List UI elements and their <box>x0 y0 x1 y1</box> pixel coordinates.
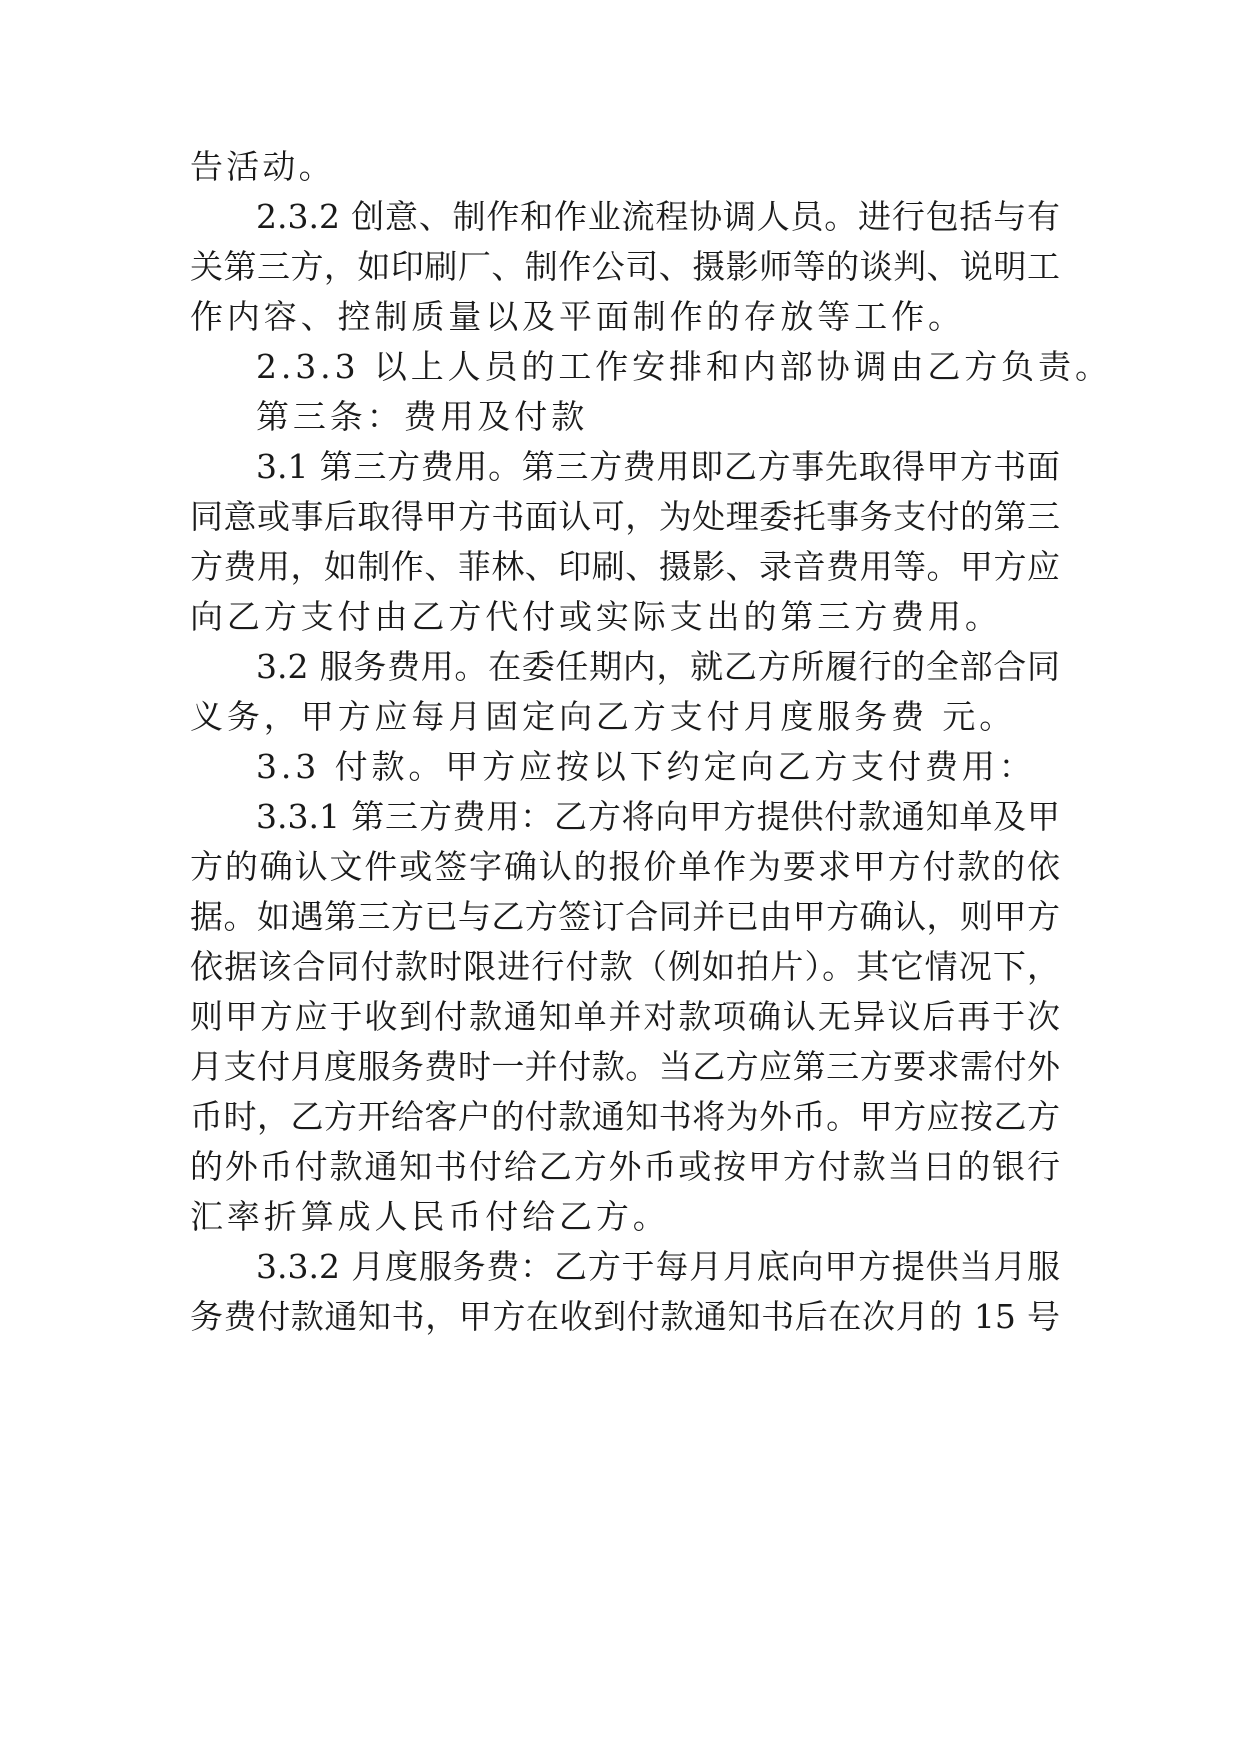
text-line: 同意或事后取得甲方书面认可，为处理委托事务支付的第三 <box>190 497 1060 536</box>
text-line: 作内容、控制质量以及平面制作的存放等工作。 <box>190 297 965 336</box>
text-line: 方的确认文件或签字确认的报价单作为要求甲方付款的依 <box>190 847 1060 886</box>
text-line: 向乙方支付由乙方代付或实际支出的第三方费用。 <box>190 597 1002 636</box>
text-line: 3.3.1 第三方费用：乙方将向甲方提供付款通知单及甲 <box>256 797 1060 836</box>
text-line: 月支付月度服务费时一并付款。当乙方应第三方要求需付外 <box>190 1047 1060 1086</box>
text-line: 方费用，如制作、菲林、印刷、摄影、录音费用等。甲方应 <box>190 547 1060 586</box>
text-line: 3.3.2 月度服务费：乙方于每月月底向甲方提供当月服 <box>256 1247 1060 1286</box>
text-line: 币时，乙方开给客户的付款通知书将为外币。甲方应按乙方 <box>190 1097 1060 1136</box>
text-line: 告活动。 <box>190 147 335 186</box>
text-line: 义务，甲方应每月固定向乙方支付月度服务费 元。 <box>190 697 1017 736</box>
text-line: 3.3 付款。甲方应按以下约定向乙方支付费用： <box>256 747 1036 786</box>
text-line: 3.1 第三方费用。第三方费用即乙方事先取得甲方书面 <box>256 447 1060 486</box>
section-heading: 第三条：费用及付款 <box>256 397 589 436</box>
text-line: 据。如遇第三方已与乙方签订合同并已由甲方确认，则甲方 <box>190 897 1060 936</box>
text-line: 2.3.3 以上人员的工作安排和内部协调由乙方负责。 <box>256 347 1112 386</box>
text-line: 则甲方应于收到付款通知单并对款项确认无异议后再于次 <box>190 997 1060 1036</box>
text-line: 务费付款通知书，甲方在收到付款通知书后在次月的 15 号 <box>190 1297 1060 1336</box>
text-line: 2.3.2 创意、制作和作业流程协调人员。进行包括与有 <box>256 197 1060 236</box>
text-line: 依据该合同付款时限进行付款（例如拍片）。其它情况下， <box>190 947 1060 986</box>
text-line: 汇率折算成人民币付给乙方。 <box>190 1197 670 1236</box>
text-line: 的外币付款通知书付给乙方外币或按甲方付款当日的银行 <box>190 1147 1060 1186</box>
text-line: 3.2 服务费用。在委任期内，就乙方所履行的全部合同 <box>256 647 1060 686</box>
text-line: 关第三方，如印刷厂、制作公司、摄影师等的谈判、说明工 <box>190 247 1060 286</box>
